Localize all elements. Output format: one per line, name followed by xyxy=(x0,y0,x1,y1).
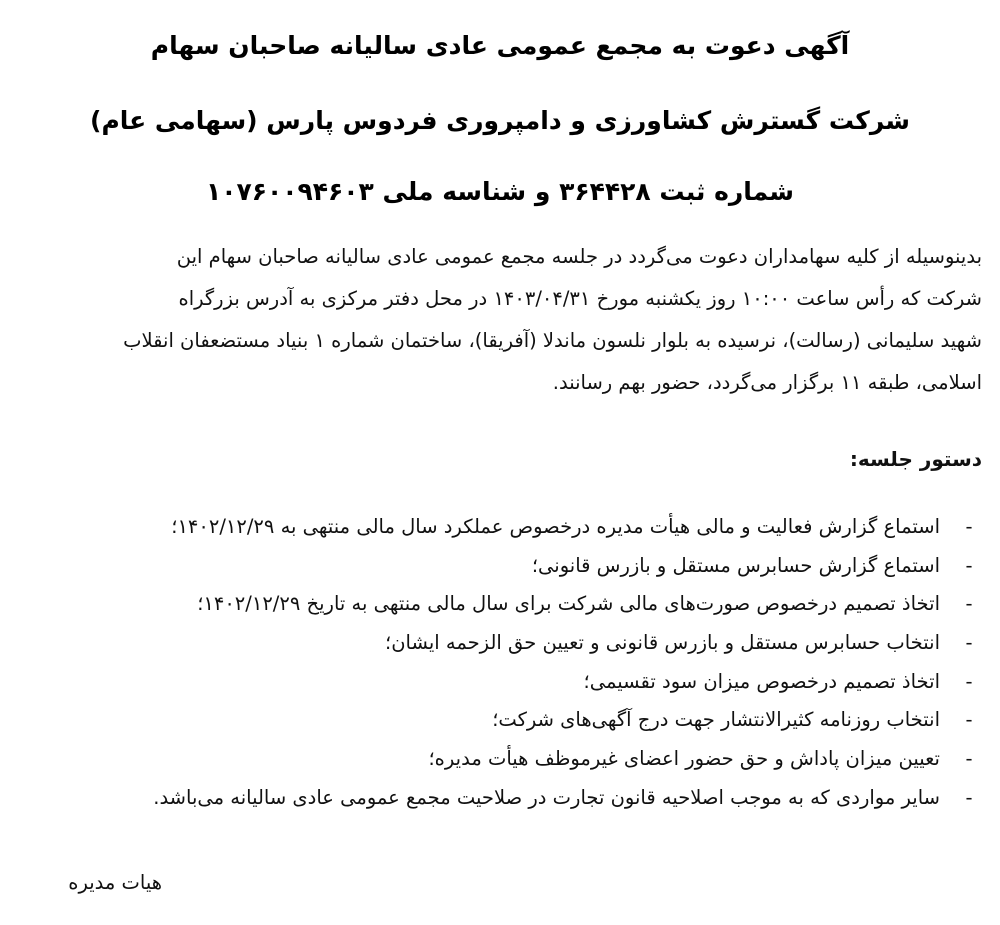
bullet-dash-icon: - xyxy=(965,669,973,693)
agenda-item-text: استماع گزارش فعالیت و مالی هیأت مدیره درخصوص عملکرد سال مالی منتهی به ۱۴۰۲/۱۲/۲۹؛ xyxy=(171,515,940,538)
bullet-dash-icon: - xyxy=(965,515,973,538)
agenda-item xyxy=(20,547,973,586)
agenda-item-text: تعیین میزان پاداش و حق حضور اعضای غیرموظف هیأت مدیره؛ xyxy=(428,747,940,771)
agenda-heading: دستور جلسه: xyxy=(849,447,982,471)
invitation-line: بدینوسیله از کلیه سهامداران دعوت می‌گردد در جلسه مجمع عمومی عادی سالیانه صاحبان سهام این xyxy=(176,245,982,268)
registration-info-title: شماره ثبت ۳۶۴۴۲۸ و شناسه ملی ۱۰۷۶۰۰۹۴۶۰۳ xyxy=(205,177,795,206)
agenda-item-text: اتخاذ تصمیم درخصوص صورت‌های مالی شرکت برای سال مالی منتهی به تاریخ ۱۴۰۲/۱۲/۲۹؛ xyxy=(197,592,940,616)
announcement-title: آگهی دعوت به مجمع عمومی عادی سالیانه صاحبان سهام xyxy=(150,31,850,60)
bullet-dash-icon: - xyxy=(965,553,973,577)
agenda-item xyxy=(20,624,973,663)
invitation-paragraph xyxy=(16,236,982,404)
bullet-dash-icon: - xyxy=(965,708,973,732)
invitation-line: اسلامی، طبقه ۱۱ برگزار می‌گردد، حضور بهم رسانند. xyxy=(552,371,982,394)
agenda-item-text: سایر مواردی که به موجب اصلاحیه قانون تجارت در صلاحیت مجمع عمومی عادی سالیانه می‌باشد. xyxy=(153,785,940,809)
agenda-item xyxy=(20,663,973,702)
agenda-item xyxy=(20,585,973,624)
agenda-item xyxy=(20,508,973,547)
agenda-item-text: انتخاب حسابرس مستقل و بازرس قانونی و تعیین حق الزحمه ایشان؛ xyxy=(385,631,940,655)
agenda-item-text: استماع گزارش حسابرس مستقل و بازرس قانونی؛ xyxy=(531,553,940,577)
bullet-dash-icon: - xyxy=(965,785,973,809)
company-name-title: شرکت گسترش کشاورزی و دامپروری فردوس پارس (سهامی عام) xyxy=(90,106,910,135)
agenda-item xyxy=(20,701,973,740)
bullet-dash-icon: - xyxy=(965,747,973,771)
bullet-dash-icon: - xyxy=(965,592,973,616)
invitation-line: شهید سلیمانی (رسالت)، نرسیده به بلوار نلسون ماندلا (آفریقا)، ساختمان شماره ۱ بنیاد مستضعفان انقلاب xyxy=(123,329,982,352)
agenda-item xyxy=(20,740,973,779)
agenda-item-text: انتخاب روزنامه کثیرالانتشار جهت درج آگهی‌های شرکت؛ xyxy=(492,708,940,732)
board-signature: هیات مدیره xyxy=(68,871,162,894)
agenda-item-text: اتخاذ تصمیم درخصوص میزان سود تقسیمی؛ xyxy=(583,669,940,693)
agenda-item xyxy=(20,779,973,818)
invitation-line: شرکت که رأس ساعت ۱۰:۰۰ روز یکشنبه مورخ ۱۴۰۳/۰۴/۳۱ در محل دفتر مرکزی به آدرس بزرگراه xyxy=(178,287,982,310)
bullet-dash-icon: - xyxy=(965,631,973,655)
agenda-list xyxy=(20,508,973,818)
